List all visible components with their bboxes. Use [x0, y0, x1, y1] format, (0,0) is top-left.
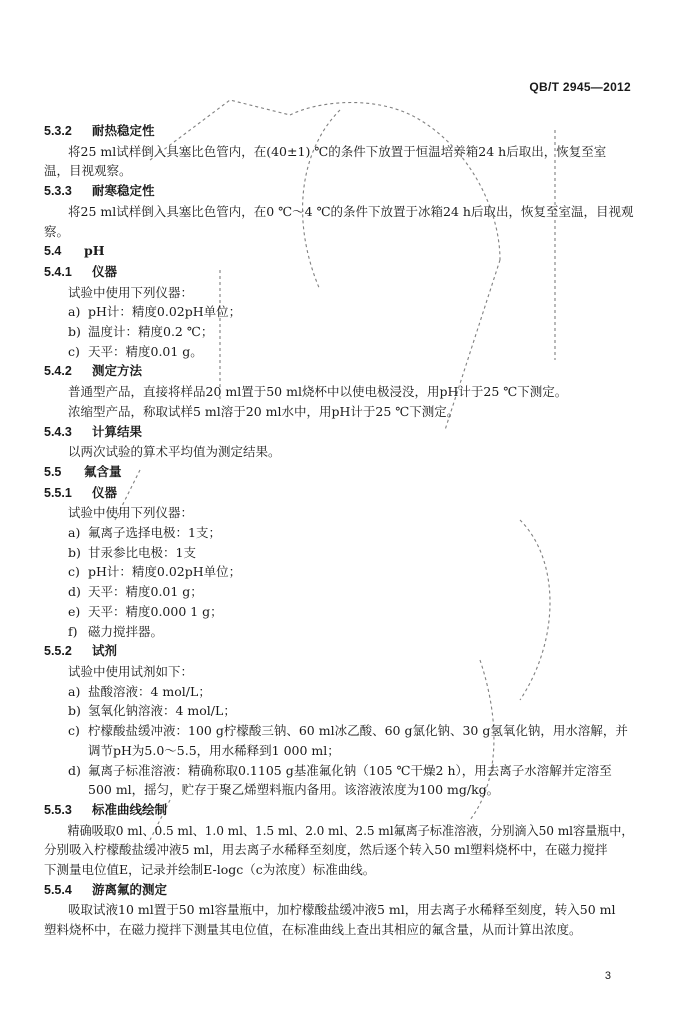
section-title: 仪器 [92, 263, 118, 279]
list-item [44, 721, 634, 741]
section-heading [44, 462, 634, 483]
section-number: 5.5.4 [44, 882, 72, 897]
list-item-text: 盐酸溶液：4 mol/L； [88, 683, 211, 699]
list-item [44, 322, 634, 342]
paragraph-line: 吸取试液10 ml置于50 ml容量瓶中，加柠檬酸盐缓冲液5 ml，用去离子水稀释至刻度，转入50 ml [68, 902, 616, 918]
list-item-text: 调节pH为5.0～5.5，用水稀释到1 000 ml； [88, 742, 340, 758]
paragraph-continuation: 塑料烧杯中，在磁力搅拌下测量其电位值，在标准曲线上查出其相应的氟含量，从而计算出浓度。 [44, 922, 582, 938]
section-title: pH [84, 243, 105, 259]
section-title: 试剂 [92, 643, 118, 659]
list-item-text: 氢氧化钠溶液：4 mol/L； [88, 703, 236, 719]
section-title: 氟含量 [84, 463, 122, 479]
paragraph-line: 普通型产品，直接将样品20 ml置于50 ml烧杯中以使电极浸没，用pH计于25 ℃下测定。 [68, 384, 568, 400]
section-number: 5.5.1 [44, 485, 72, 500]
list-item-text: 氟离子选择电极：1支； [88, 525, 221, 541]
list-item [44, 543, 634, 563]
section-title: 仪器 [92, 484, 118, 500]
section-title: 耐寒稳定性 [92, 183, 155, 199]
list-item [44, 562, 634, 582]
section-title: 标准曲线绘制 [92, 801, 168, 817]
list-item-marker: a) [68, 683, 81, 699]
paragraph-continuation: 温，目视观察。 [44, 163, 132, 179]
paragraph-line: 以两次试验的算术平均值为测定结果。 [68, 444, 281, 460]
list-item-marker: e) [68, 603, 81, 619]
list-item-marker: d) [68, 584, 81, 600]
list-item-continuation [44, 741, 634, 761]
list-item-text: 磁力搅拌器。 [88, 623, 164, 639]
list-item-text: pH计：精度0.02pH单位； [88, 564, 242, 580]
list-item [44, 602, 634, 622]
list-item-marker: a) [68, 525, 81, 541]
section-number: 5.4.1 [44, 264, 72, 279]
paragraph-continuation: 下测量电位值E，记录并绘制E-logc（c为浓度）标准曲线。 [44, 862, 376, 878]
section-title: 游离氟的测定 [92, 881, 168, 897]
section-heading [44, 800, 634, 821]
section-heading [44, 483, 634, 504]
list-item-marker: c) [68, 723, 80, 739]
paragraph-line: 试验中使用试剂如下： [68, 663, 194, 679]
list-item-marker: a) [68, 304, 81, 320]
section-heading [44, 121, 634, 142]
section-heading [44, 361, 634, 382]
list-item-text: 氟离子标准溶液：精确称取0.1105 g基准氟化钠（105 ℃干燥2 h），用去离子水溶解并定溶至 [88, 762, 612, 778]
section-title: 耐热稳定性 [92, 123, 155, 138]
list-item-text: 天平：精度0.000 1 g； [88, 603, 223, 619]
section-heading [44, 641, 634, 662]
section-number: 5.5 [44, 464, 62, 479]
list-item [44, 761, 634, 781]
list-item [44, 302, 634, 322]
paragraph-line: 将25 ml试样倒入具塞比色管内，在(40±1) ℃的条件下放置于恒温培养箱24 h后取出，恢复至室 [68, 143, 607, 159]
list-item-text: 温度计：精度0.2 ℃； [88, 324, 214, 340]
list-item-marker: c) [68, 564, 80, 580]
list-item-text: 天平：精度0.01 g。 [88, 343, 203, 359]
paragraph-line: 精确吸取0 ml、0.5 ml、1.0 ml、1.5 ml、2.0 ml、2.5 ml氟离子标准溶液，分别滴入50 ml容量瓶中， [67, 822, 634, 838]
list-item-text: pH计：精度0.02pH单位； [88, 304, 242, 320]
list-item [44, 582, 634, 602]
list-item [44, 701, 634, 721]
section-heading [44, 181, 634, 202]
list-item-marker: c) [68, 343, 80, 359]
list-item [44, 682, 634, 702]
list-item-marker: b) [68, 544, 81, 560]
section-heading [44, 262, 634, 283]
list-item [44, 342, 634, 362]
list-item-marker: d) [68, 762, 81, 778]
list-item-text: 天平：精度0.01 g； [88, 584, 203, 600]
list-item-marker: b) [68, 324, 81, 340]
list-item-marker: f) [68, 623, 78, 639]
section-number: 5.3.2 [44, 124, 72, 138]
section-heading [44, 880, 634, 901]
list-item-text: 柠檬酸盐缓冲液：100 g柠檬酸三钠、60 ml冰乙酸、60 g氯化钠、30 g氢氧化钠，用水溶解，并 [88, 723, 628, 739]
paragraph-line: 试验中使用下列仪器： [68, 505, 194, 521]
section-heading [44, 241, 634, 262]
section-number: 5.5.2 [44, 644, 72, 659]
section-number: 5.4.3 [44, 424, 72, 439]
section-number: 5.4 [44, 244, 62, 259]
standard-code: QB/T 2945—2012 [529, 80, 631, 94]
paragraph-line: 浓缩型产品，称取试样5 ml溶于20 ml水中，用pH计于25 ℃下测定。 [68, 403, 460, 419]
paragraph-continuation: 察。 [44, 223, 70, 239]
page-number: 3 [604, 970, 611, 982]
paragraph-line: 将25 ml试样倒入具塞比色管内，在0 ℃～4 ℃的条件下放置于冰箱24 h后取出，恢复至室温，目视观 [68, 203, 634, 219]
section-heading [44, 422, 634, 443]
list-item-text: 甘汞参比电极：1支 [88, 544, 196, 560]
section-number: 5.5.3 [44, 802, 72, 817]
paragraph-continuation: 分别吸入柠檬酸盐缓冲液5 ml，用去离子水稀释至刻度，然后逐个转入50 ml塑料烧杯中，在磁力搅拌 [44, 842, 608, 858]
section-title: 计算结果 [92, 423, 143, 439]
document-body [44, 121, 634, 940]
list-item-continuation [44, 780, 634, 800]
list-item [44, 622, 634, 642]
list-item [44, 523, 634, 543]
list-item-marker: b) [68, 703, 81, 719]
list-item-text: 500 ml，摇匀，贮存于聚乙烯塑料瓶内备用。该溶液浓度为100 mg/kg。 [88, 782, 500, 798]
paragraph-line: 试验中使用下列仪器： [68, 284, 194, 300]
section-number: 5.4.2 [44, 364, 72, 379]
section-number: 5.3.3 [44, 184, 72, 199]
section-title: 测定方法 [92, 363, 143, 379]
